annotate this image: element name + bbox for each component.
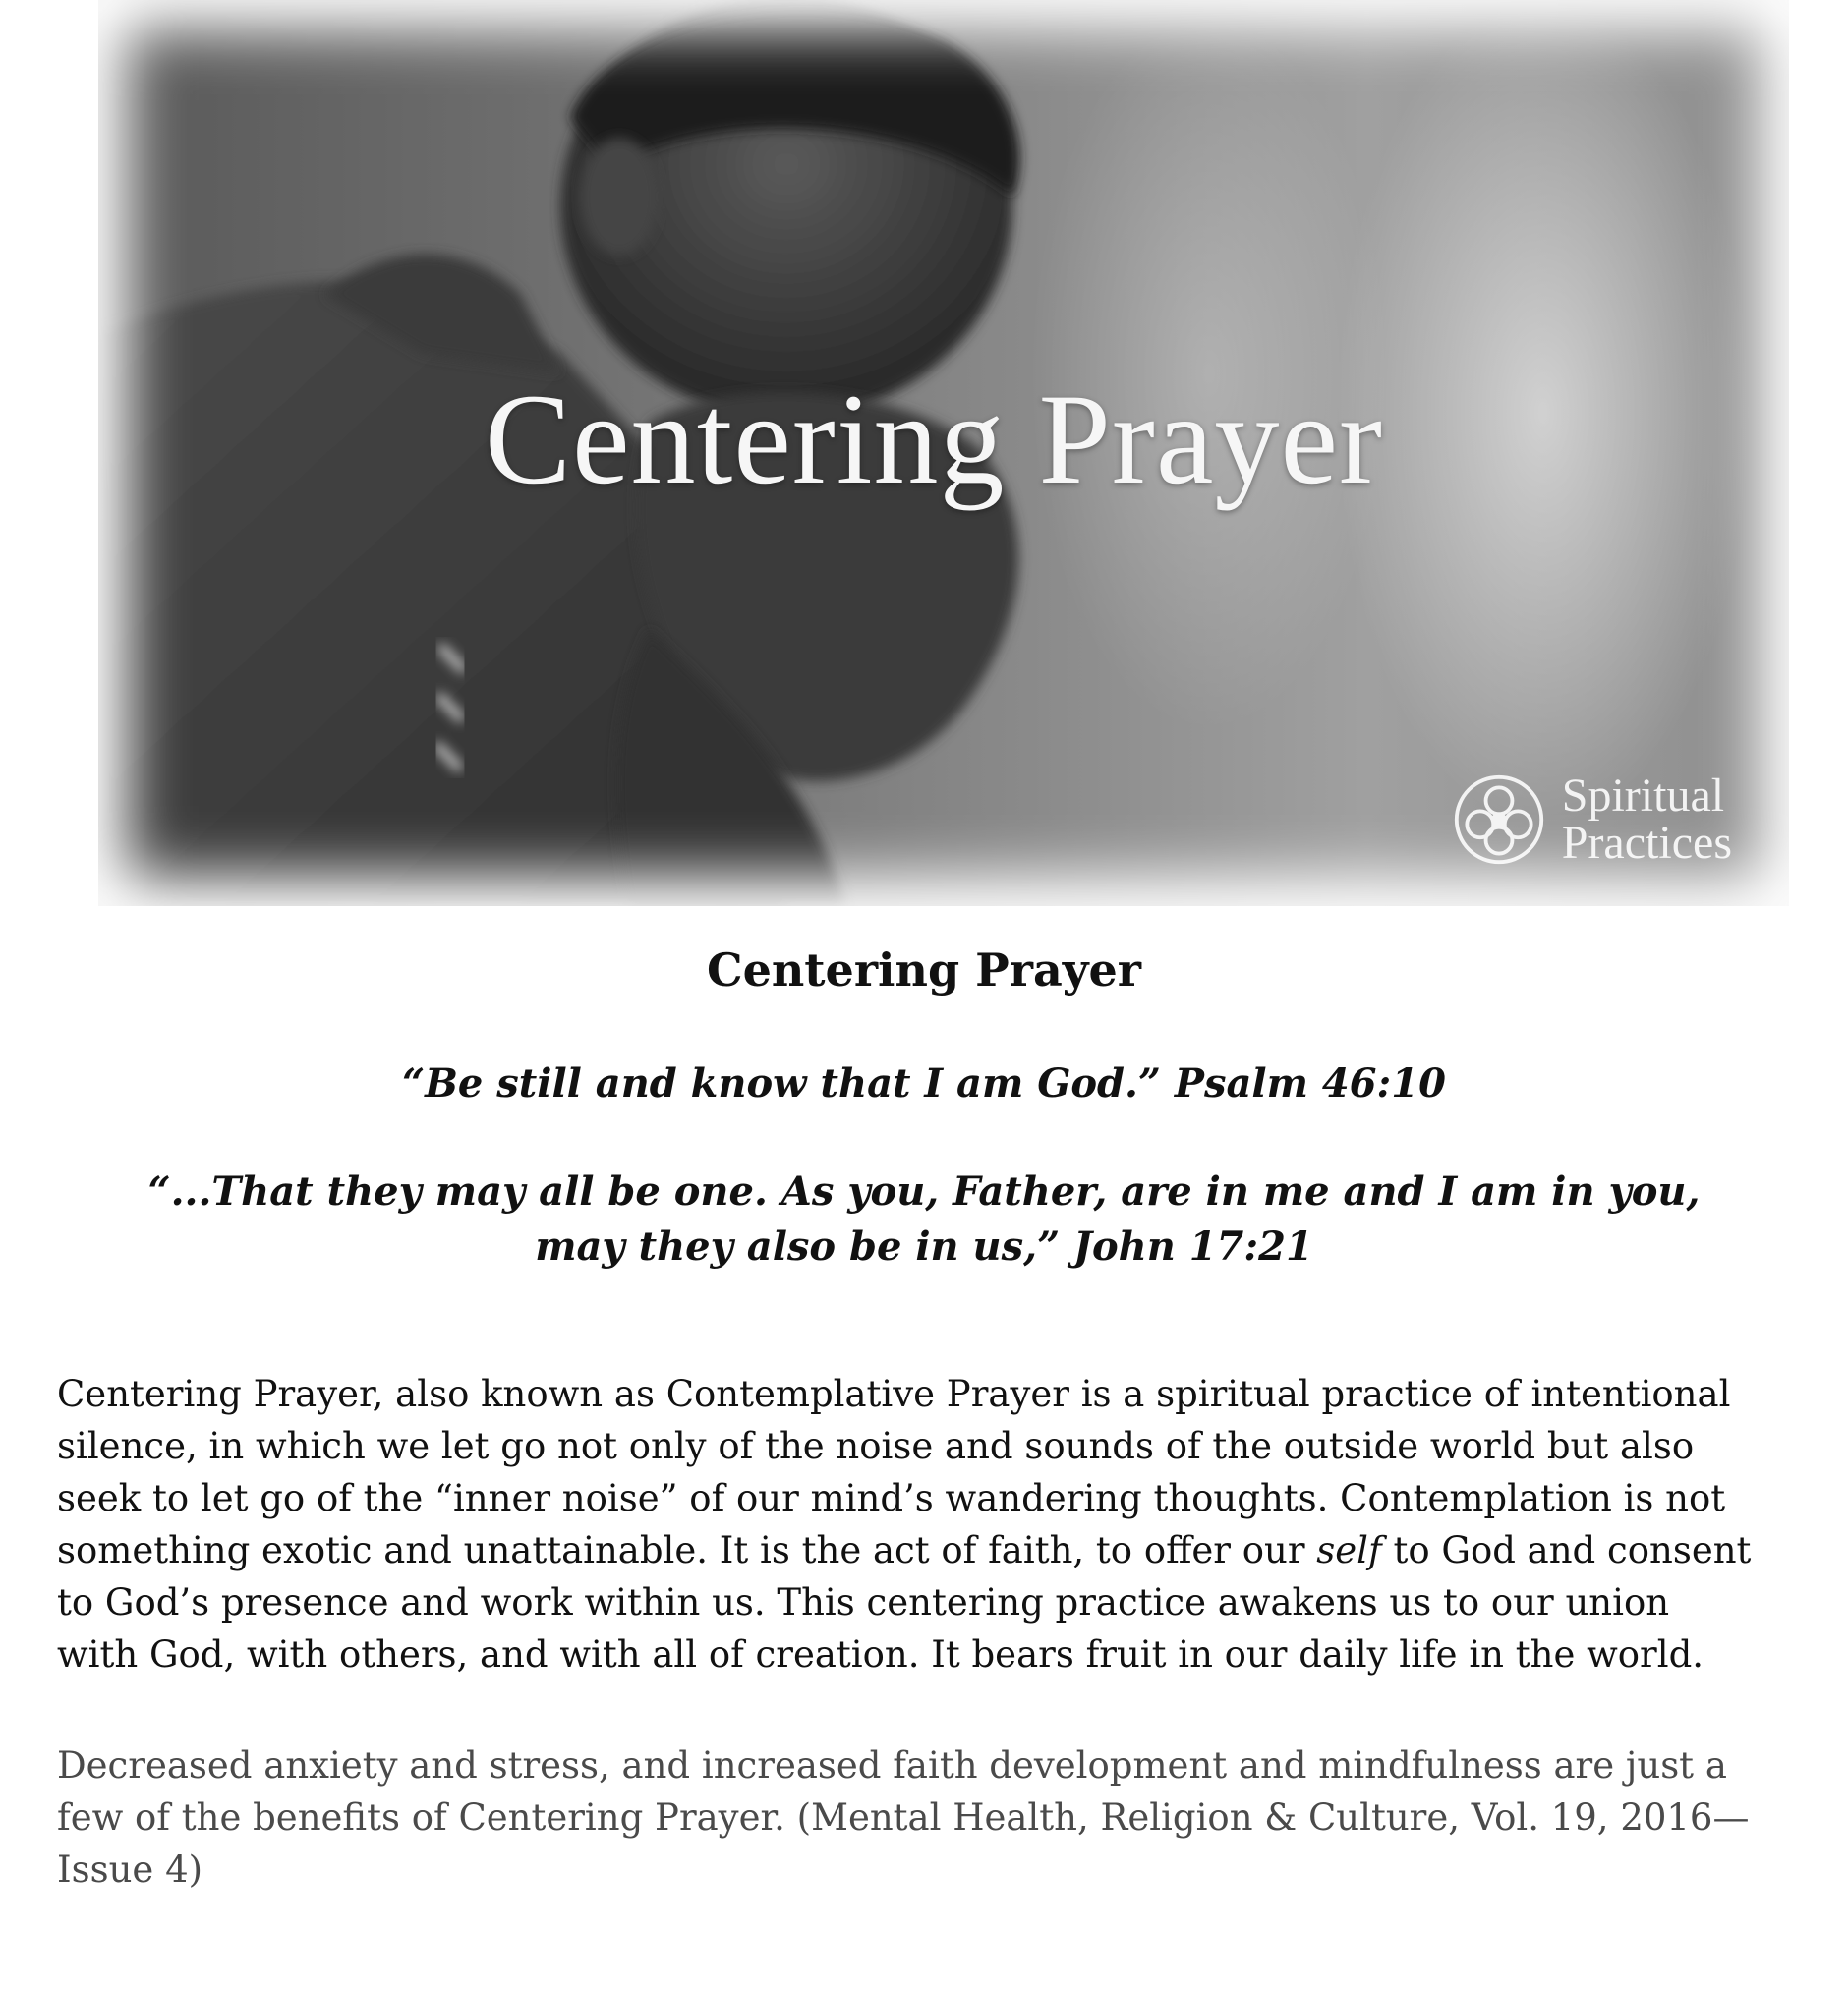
paragraph-line: Issue 4) xyxy=(57,1849,203,1891)
paragraph-line xyxy=(57,1524,1807,1576)
intro-paragraph xyxy=(57,1368,1807,1681)
quote-line: “Be still and know that I am God.” Psalm 46:10 xyxy=(402,1060,1446,1107)
quote-line: “...That they may all be one. As you, Father, are in me and I am in you, xyxy=(147,1168,1701,1215)
brand-line-2: Practices xyxy=(1561,817,1732,869)
paragraph-line: seek to let go of the “inner noise” of our mind’s wandering thoughts. Contemplation is not xyxy=(57,1477,1726,1519)
paragraph-text: something exotic and unattainable. It is the act of faith, to offer our xyxy=(57,1529,1317,1571)
paragraph-line: to God’s presence and work within us. This centering practice awakens us to our union xyxy=(57,1581,1670,1624)
banner-title: Centering Prayer xyxy=(484,367,1384,511)
brand-mark xyxy=(1452,772,1732,867)
benefits-paragraph xyxy=(57,1739,1807,1896)
scripture-quote-john xyxy=(0,1165,1848,1275)
paragraph-line: Decreased anxiety and stress, and increased faith development and mindfulness are just a xyxy=(57,1744,1727,1787)
paragraph-text: to God and consent xyxy=(1381,1529,1752,1571)
banner-image xyxy=(98,0,1789,906)
paragraph-line: Centering Prayer, also known as Contemplative Prayer is a spiritual practice of intentional xyxy=(57,1373,1731,1415)
page-title: Centering Prayer xyxy=(706,943,1142,997)
quote-line: may they also be in us,” John 17:21 xyxy=(535,1224,1313,1270)
paragraph-line: silence, in which we let go not only of the noise and sounds of the outside world but also xyxy=(57,1425,1695,1467)
emphasis-self: self xyxy=(1316,1529,1382,1571)
brand-line-1: Spiritual xyxy=(1561,770,1725,822)
paragraph-line: with God, with others, and with all of creation. It bears fruit in our daily life in the world. xyxy=(57,1633,1704,1676)
scripture-quote-psalm xyxy=(0,1056,1848,1112)
paragraph-line: few of the benefits of Centering Prayer. (Mental Health, Religion & Culture, Vol. 19, 2016— xyxy=(57,1796,1750,1839)
brand-name xyxy=(1562,772,1732,867)
celtic-knot-icon xyxy=(1452,772,1546,867)
